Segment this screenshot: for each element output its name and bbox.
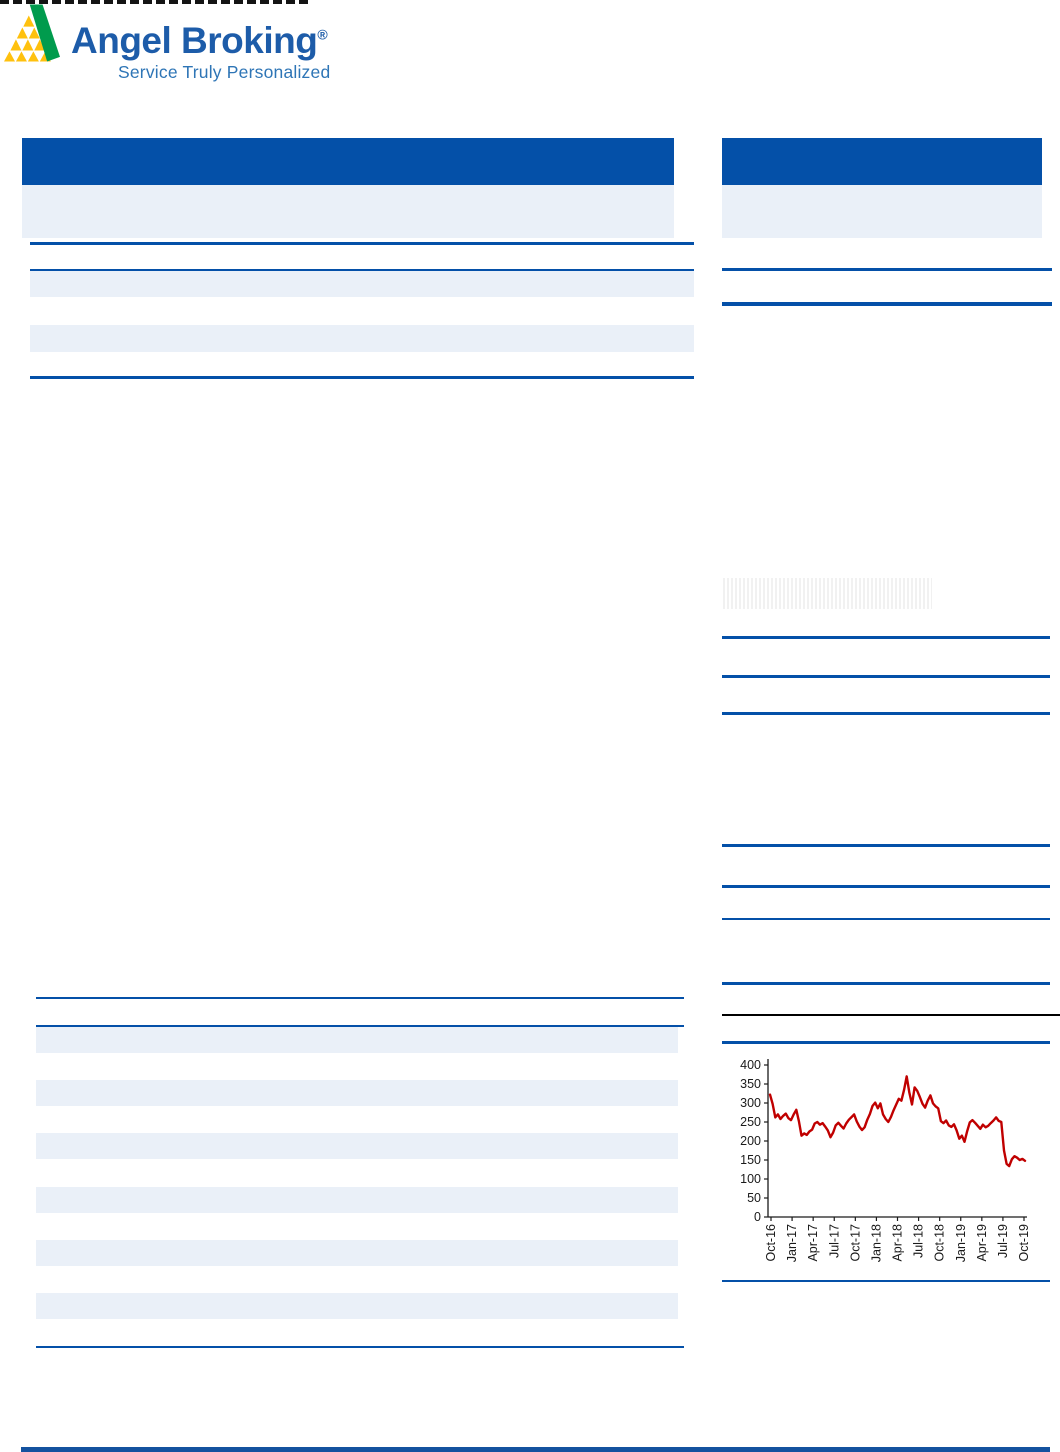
svg-text:150: 150 <box>740 1153 761 1167</box>
brand-name-text: Angel Broking <box>71 20 318 61</box>
divider-line <box>722 712 1050 715</box>
ghost-heading <box>723 578 932 609</box>
angel-broking-logo <box>4 2 60 64</box>
table-stripe-row <box>36 1293 678 1319</box>
svg-text:Apr-18: Apr-18 <box>890 1224 905 1262</box>
table-stripe-row <box>36 1133 678 1159</box>
share-price-chart <box>722 1048 1052 1278</box>
svg-text:Oct-19: Oct-19 <box>1017 1224 1031 1262</box>
divider-line <box>30 242 694 245</box>
divider-line-black <box>722 1014 1060 1016</box>
svg-text:400: 400 <box>740 1058 761 1072</box>
divider-line <box>36 1346 684 1348</box>
svg-text:Oct-17: Oct-17 <box>848 1224 863 1262</box>
svg-text:250: 250 <box>740 1115 761 1129</box>
svg-text:Jul-19: Jul-19 <box>995 1224 1010 1259</box>
svg-text:200: 200 <box>740 1134 761 1148</box>
brand-name <box>71 20 327 62</box>
svg-text:0: 0 <box>754 1210 761 1224</box>
svg-text:Apr-17: Apr-17 <box>806 1224 821 1262</box>
right-section-header-bar <box>722 138 1042 185</box>
svg-text:350: 350 <box>740 1077 761 1091</box>
left-section-header-bar <box>22 138 674 185</box>
table-stripe-row <box>36 1187 678 1213</box>
divider-line <box>722 675 1050 678</box>
table-stripe-row <box>36 1027 678 1053</box>
svg-text:Jul-17: Jul-17 <box>827 1224 842 1259</box>
divider-line <box>722 1041 1050 1044</box>
registered-mark: ® <box>317 26 328 43</box>
divider-line <box>722 636 1050 639</box>
divider-line <box>30 376 694 379</box>
divider-line <box>722 1280 1050 1282</box>
brand-tagline: Service Truly Personalized <box>118 62 331 82</box>
divider-line <box>722 844 1050 847</box>
svg-text:Jan-18: Jan-18 <box>869 1224 884 1263</box>
svg-text:300: 300 <box>740 1096 761 1110</box>
divider-line <box>722 982 1050 985</box>
svg-text:Oct-18: Oct-18 <box>932 1224 947 1262</box>
logo-mark-icon <box>4 2 60 64</box>
svg-text:100: 100 <box>740 1172 761 1186</box>
svg-text:Jul-18: Jul-18 <box>911 1224 926 1259</box>
table-stripe-row <box>36 1080 678 1106</box>
table-stripe-row <box>36 1240 678 1266</box>
left-section-subheader-panel <box>22 185 674 238</box>
divider-line <box>722 302 1052 306</box>
divider-line <box>722 918 1050 920</box>
divider-line <box>36 997 684 999</box>
svg-text:Jan-19: Jan-19 <box>953 1224 968 1263</box>
divider-line <box>722 268 1052 271</box>
right-section-subheader-panel <box>722 185 1042 238</box>
footer-bar <box>21 1447 1050 1452</box>
svg-text:50: 50 <box>747 1191 761 1205</box>
table-stripe-row <box>30 271 694 297</box>
svg-text:Apr-19: Apr-19 <box>974 1224 989 1262</box>
divider-line <box>722 885 1050 888</box>
table-stripe-row <box>30 325 694 352</box>
svg-text:Jan-17: Jan-17 <box>785 1224 800 1263</box>
svg-text:Oct-16: Oct-16 <box>764 1224 778 1262</box>
